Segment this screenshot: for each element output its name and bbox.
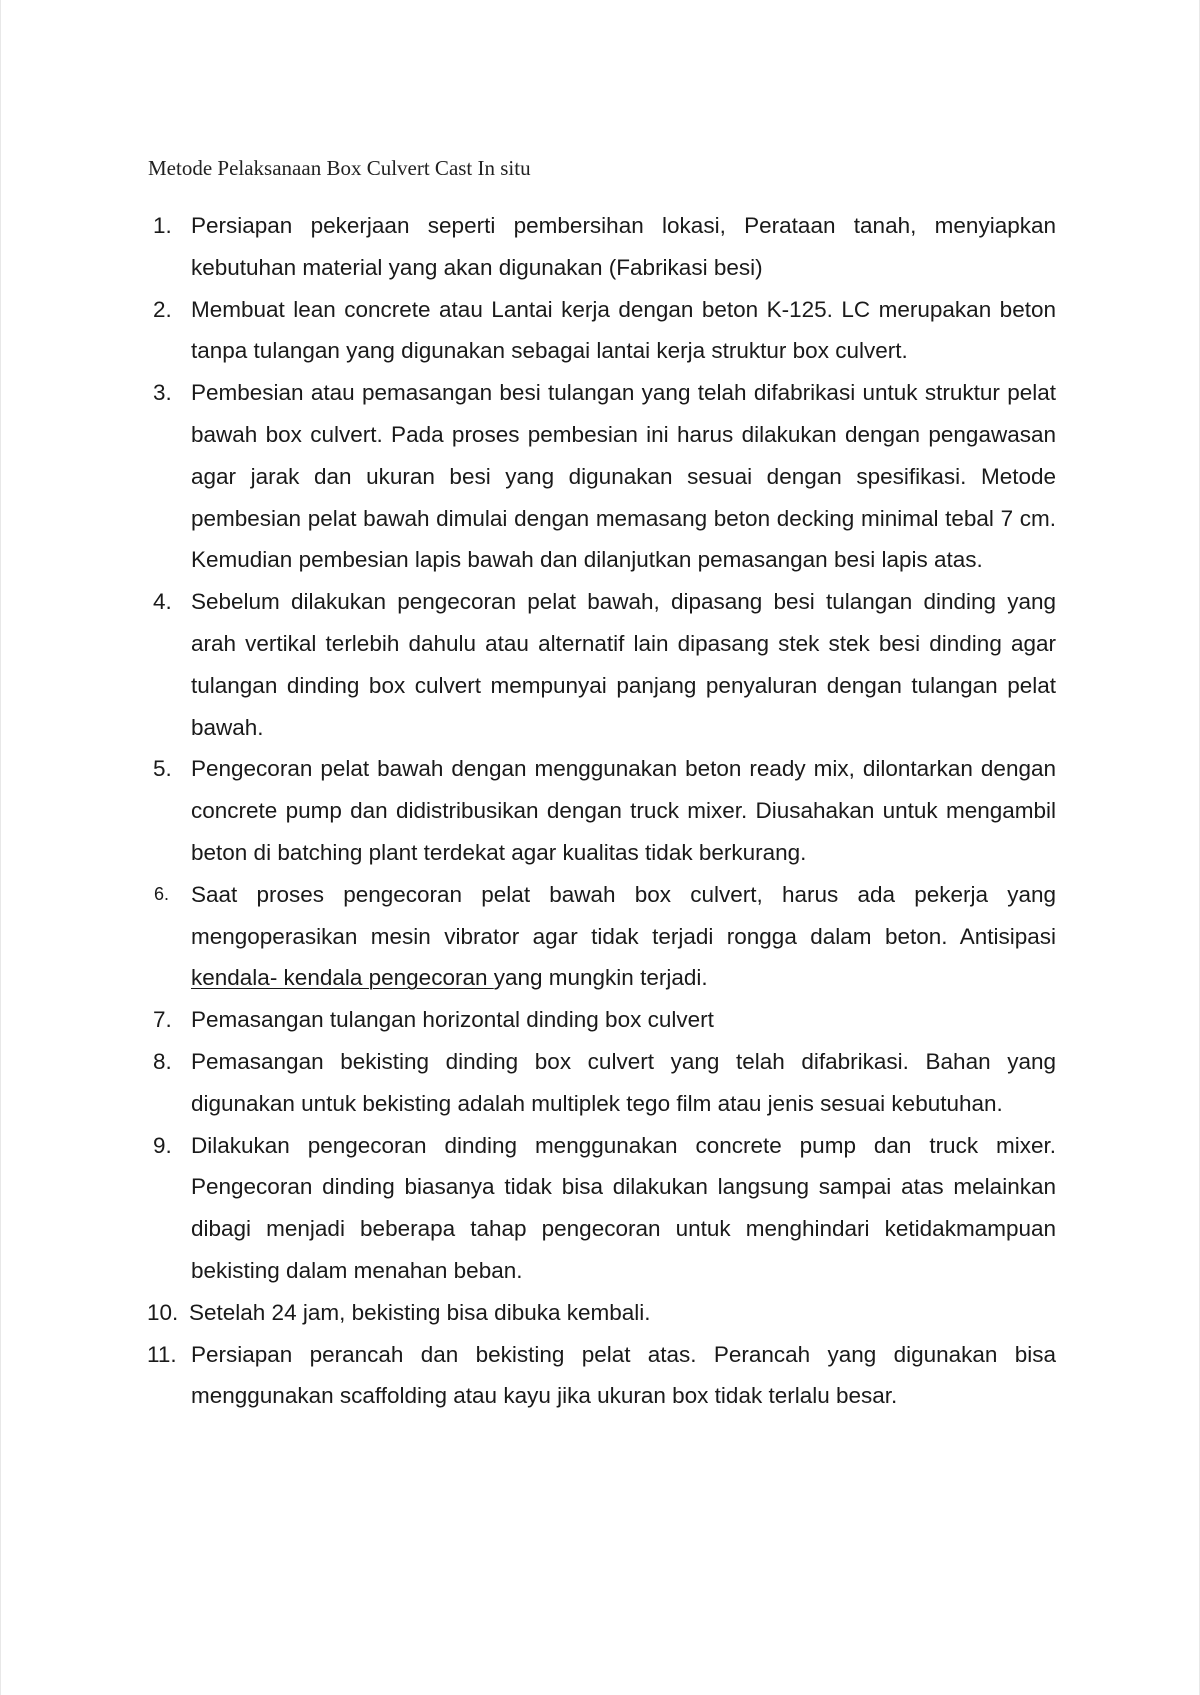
list-item-text: Sebelum dilakukan pengecoran pelat bawah, dipasang besi tulangan dinding yang arah vertikal terlebih dahulu atau alternatif lain dipasang stek stek besi dinding agar tulangan dinding box culvert mempunyai panjang penyaluran dengan tulangan pelat bawah. <box>191 589 1056 740</box>
list-item-text: Pembesian atau pemasangan besi tulangan yang telah difabrikasi untuk struktur pelat bawah box culvert. Pada proses pembesian ini harus dilakukan dengan pengawasan agar jarak dan ukuran besi yang digunakan sesuai dengan spesifikasi. Metode pembesian pelat bawah dimulai dengan memasang beton decking minimal tebal 7 cm. Kemudian pembesian lapis bawah dan dilanjutkan pemasangan besi lapis atas. <box>191 380 1056 573</box>
list-item-number: 2. <box>153 296 172 322</box>
list-item-text: Pengecoran pelat bawah dengan menggunakan beton ready mix, dilontarkan dengan concrete pump dan didistribusikan dengan truck mixer. Diusahakan untuk mengambil beton di batching plant terdekat agar kualitas tidak berkurang. <box>191 756 1056 865</box>
list-item-number: 7. <box>153 1007 172 1033</box>
list-item-text: Pemasangan tulangan horizontal dinding box culvert <box>191 1007 714 1033</box>
list-item <box>148 874 1056 999</box>
list-item <box>148 1334 1056 1418</box>
document-title: Metode Pelaksanaan Box Culvert Cast In situ <box>148 156 531 180</box>
list-item <box>148 999 1056 1041</box>
list-item-number: 1. <box>153 213 172 238</box>
list-item-text: Pemasangan bekisting dinding box culvert yang telah difabrikasi. Bahan yang digunakan untuk bekisting adalah multiplek tego film atau jenis sesuai kebutuhan. <box>191 1048 1056 1116</box>
list-item-text: Dilakukan pengecoran dinding menggunakan concrete pump dan truck mixer. Pengecoran dinding biasanya tidak bisa dilakukan langsung sampai atas melainkan dibagi menjadi beberapa tahap pengecoran untuk menghindari ketidakmampuan bekisting dalam menahan beban. <box>191 1132 1056 1283</box>
list-item <box>148 1292 1056 1334</box>
list-item <box>148 1125 1056 1292</box>
list-item <box>148 748 1056 873</box>
list-item <box>148 1041 1056 1125</box>
list-item-number: 9. <box>153 1132 172 1158</box>
underlined-phrase: kendala- kendala pengecoran <box>191 965 494 991</box>
list-item <box>148 581 1056 748</box>
procedure-list <box>148 205 1056 1417</box>
list-item-text-end: yang mungkin terjadi. <box>493 965 708 991</box>
list-item-number: 5. <box>153 756 172 782</box>
list-item-number: 3. <box>153 380 172 406</box>
list-item <box>148 205 1056 289</box>
list-item-number: 10. <box>147 1299 179 1325</box>
list-item-text: Persiapan perancah dan bekisting pelat atas. Perancah yang digunakan bisa menggunakan scaffolding atau kayu jika ukuran box tidak terlalu besar. <box>191 1341 1056 1409</box>
list-item-number: 8. <box>153 1048 172 1074</box>
list-item-number: 6. <box>154 883 170 904</box>
list-item-number: 4. <box>153 589 172 615</box>
list-item-number: 11. <box>147 1341 177 1367</box>
list-item-text: Persiapan pekerjaan seperti pembersihan lokasi, Perataan tanah, menyiapkan kebutuhan material yang akan digunakan (Fabrikasi besi) <box>191 213 1056 280</box>
list-item <box>148 372 1056 581</box>
list-item-text: Setelah 24 jam, bekisting bisa dibuka kembali. <box>189 1299 651 1325</box>
list-item-text: Membuat lean concrete atau Lantai kerja dengan beton K-125. LC merupakan beton tanpa tulangan yang digunakan sebagai lantai kerja struktur box culvert. <box>191 296 1056 364</box>
list-item <box>148 289 1056 373</box>
list-item-text: Saat proses pengecoran pelat bawah box culvert, harus ada pekerja yang mengoperasikan mesin vibrator agar tidak terjadi rongga dalam beton. Antisipasi <box>191 881 1056 949</box>
